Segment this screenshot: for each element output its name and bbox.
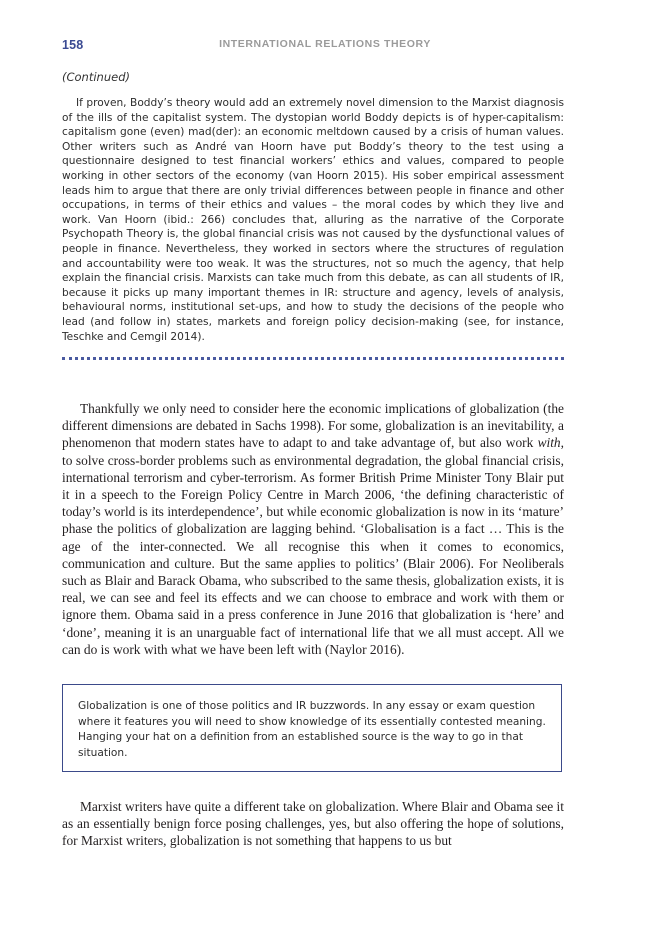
paragraph-text [62, 400, 564, 658]
continued-label: (Continued) [62, 70, 130, 84]
page-number: 158 [62, 38, 84, 52]
tip-callout-box [62, 684, 562, 772]
paragraph-text: Marxist writers have quite a different take on globalization. Where Blair and Obama see it as an essentially benign force posing challenges, yes, but also offering the hope of solutions, for Marxist writers, globalization is not something that happens to us but [62, 799, 564, 849]
body-paragraph-2 [62, 798, 564, 850]
running-head: INTERNATIONAL RELATIONS THEORY [219, 38, 431, 50]
box-paragraph: If proven, Boddy’s theory would add an extremely novel dimension to the Marxist diagnosis of the ills of the capitalist system. The dystopian world Boddy depicts is of hyper-capitalism: capitalism gone (even) mad(der): an economic meltdown caused by a crisis of human values. Other writers such as André van Hoorn have put Boddy’s theory to the test using a questionnaire designed to test financial workers’ ethics and values, compared to people working in other sectors of the economy (van Hoorn 2015). His sober empirical assessment leads him to argue that there are only trivial differences between people in finance and other occupations, in terms of their ethics and values – the moral codes by which they live and work. Van Hoorn (ibid.: 266) concludes that, alluring as the narrative of the Corporate Psychopath Theory is, the global financial crisis was not caused by the dysfunctional values of people in finance. Nevertheless, they worked in sectors where the structures of regulation and accountability were too weak. It was the structures, not so much the agency, that help explain the financial crisis. Marxists can take much from this debate, as can all students of IR, because it picks up many important themes in IR: structure and agency, levels of analysis, behavioural norms, institutional set-ups, and how to study the decisions of the people who lead (and follow in) states, markets and foreign policy decision-making (see, for instance, Teschke and Cemgil 2014). [62, 97, 564, 343]
page-header [62, 38, 588, 56]
dotted-divider [62, 357, 564, 360]
italic-emphasis: with [537, 435, 561, 451]
body-paragraph-1 [62, 400, 564, 658]
callout-text: Globalization is one of those politics and IR buzzwords. In any essay or exam question where it features you will need to show knowledge of its essentially contested meaning. Hanging your hat on a definition from an established source is the way to go in that situation. [78, 700, 546, 759]
paragraph-text-before-italic: Thankfully we only need to consider here the economic implications of globalization (the different dimensions are debated in Sachs 1998). For some, globalization is an inevitability, a phenomenon that modern states have to adapt to and take advantage of, but also work [62, 401, 564, 451]
paragraph-text-after-italic: , to solve cross-border problems such as environmental degradation, the global financial crisis, international terrorism and cyber-terrorism. As former British Prime Minister Tony Blair put it in a speech to the Foreign Policy Centre in March 2006, ‘the defining characteristic of today’s world is its interdependence’, but while economic globalization is now in its ‘mature’ phase the politics of globalization are lagging behind. ‘Globalisation is a fact … This is the age of the inter-connected. We all recognise this when it comes to economics, communication and culture. But the same applies to politics’ (Blair 2006). For Neoliberals such as Blair and Barack Obama, who subscribed to the same thesis, globalization exists, it is real, we can see and feel its effects and we can choose to embrace and work with them or ignore them. Obama said in a press conference in June 2016 that globalization is ‘here’ and ‘done’, meaning it is an unarguable fact of international life that we all must accept. All we can do is work with what we have been left with (Naylor 2016). [62, 435, 564, 657]
continued-box-text [62, 96, 564, 344]
